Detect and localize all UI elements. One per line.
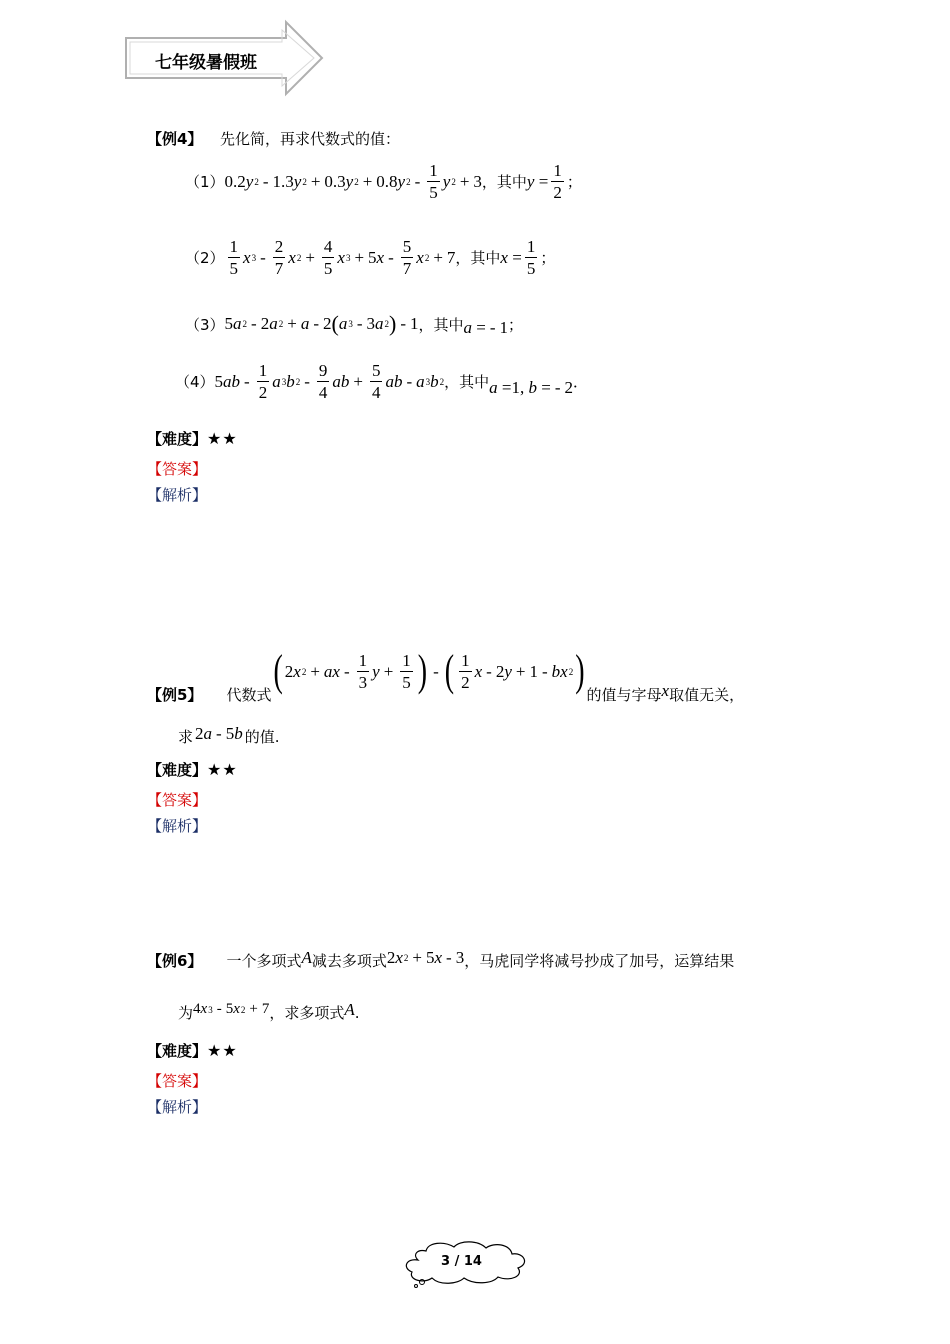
condition-text: ，其中 [418,315,464,334]
condition-text: ，其中 [444,373,490,391]
example-6-line-1: 【例6】 一个多项式 A 减去多项式 2 x 2 + 5 x - 3 ，马虎同学将减号抄成了加号，运算结果 [147,947,735,970]
example-4-item-2: （2） $\frac{1}{5}$ x 3 - $\frac{2}{7}$ x 2 + $\frac{4}{5}$ x 3 + 5 x - $\frac{5}{7}$ x 2 + 7 ，其中 x = $\frac{1}{5}$ ； [185,237,556,278]
example-5-analysis-label: 【解析】 [147,817,208,835]
example-4-answer-label: 【答案】 [147,460,208,478]
example-6-difficulty: 【难度】★★ [147,1041,238,1060]
example-5-label: 【例5】 [147,686,203,704]
example-4-prompt: 先化简，再求代数式的值： [220,130,401,148]
example-5-answer-label: 【答案】 [147,791,208,809]
example-4-item-4: （4） 5 ab - $\frac{1}{2}$ a 3 b 2 - $\frac{9}{4}$ ab + $\frac{5}{4}$ ab - a 3 b 2 ，其中 a =1, b = - 2 ． [175,361,589,402]
header-title: 七年级暑假班 [155,53,257,73]
condition-formula: a = - 1 [463,318,509,337]
condition-formula: a =1, b = - 2 [489,377,574,397]
example-4-difficulty: 【难度】★★ [147,429,238,448]
formula-2: $\frac{1}{5}$ x 3 - $\frac{2}{7}$ x 2 + $\frac{4}{5}$ x 3 + 5 x - $\frac{5}{7}$ x 2 + 7 [229,237,456,278]
item-number: （3） [185,315,225,334]
example-4-label: 【例4】 [147,130,203,148]
example-5-difficulty: 【难度】★★ [147,760,238,779]
item-number: （1） [185,173,225,191]
example-4-item-1: （1） 0.2 y 2 - 1.3 y 2 + 0.3 y 2 + 0.8 y 2 - $\frac{1}{5}$ y 2 + 3 ，其中 y = $\frac{1}{2}$ ； [185,161,582,202]
formula-3: 5 a 2 - 2 a 2 + a - 2 ( a 3 - 3 a 2 ) - 1 [224,311,419,336]
condition-formula: x = $\frac{1}{5}$ [500,237,536,278]
difficulty-stars: ★★ [207,1041,238,1060]
example-4-item-3: （3） 5 a 2 - 2 a 2 + a - 2 ( a 3 - 3 a 2 ) - 1 ，其中 a = - 1 ； [185,311,524,337]
example-6-label: 【例6】 [147,952,203,970]
condition-text: ，其中 [455,249,501,267]
example-6-line-2: 为 4 x 3 - 5 x 2 + 7 ，求多项式 A . [178,999,360,1022]
difficulty-stars: ★★ [207,760,238,779]
example-5-formula: ( 2 x 2 + ax - $\frac{1}{3}$ y + $\frac{1}{5}$ ) - ( $\frac{1}{2}$ x - 2 y + 1 - bx 2 ) [273,645,585,696]
item-number: （2） [185,249,225,267]
example-5-line-2: 求 2 a - 5 b 的值. [178,723,280,746]
formula-1: 0.2 y 2 - 1.3 y 2 + 0.3 y 2 + 0.8 y 2 - $\frac{1}{5}$ y 2 + 3 [224,161,482,202]
item-number: （4） [175,373,215,391]
example-6-answer-label: 【答案】 [147,1072,208,1090]
condition-formula: y = $\frac{1}{2}$ [526,161,562,202]
condition-text: ，其中 [481,173,527,191]
example-5-line-1: 【例5】 代数式 ( 2 x 2 + ax - $\frac{1}{3}$ y + $\frac{1}{5}$ ) - ( $\frac{1}{2}$ x - 2 y + 1 - bx 2 ) 的值与字母 x 取值无关， [147,645,745,704]
formula-4: 5 ab - $\frac{1}{2}$ a 3 b 2 - $\frac{9}{4}$ ab + $\frac{5}{4}$ ab - a 3 b 2 [214,361,445,402]
page-number: 3 / 14 [441,1254,482,1269]
example-4-analysis-label: 【解析】 [147,486,208,504]
example-6-analysis-label: 【解析】 [147,1098,208,1116]
difficulty-stars: ★★ [207,429,238,448]
